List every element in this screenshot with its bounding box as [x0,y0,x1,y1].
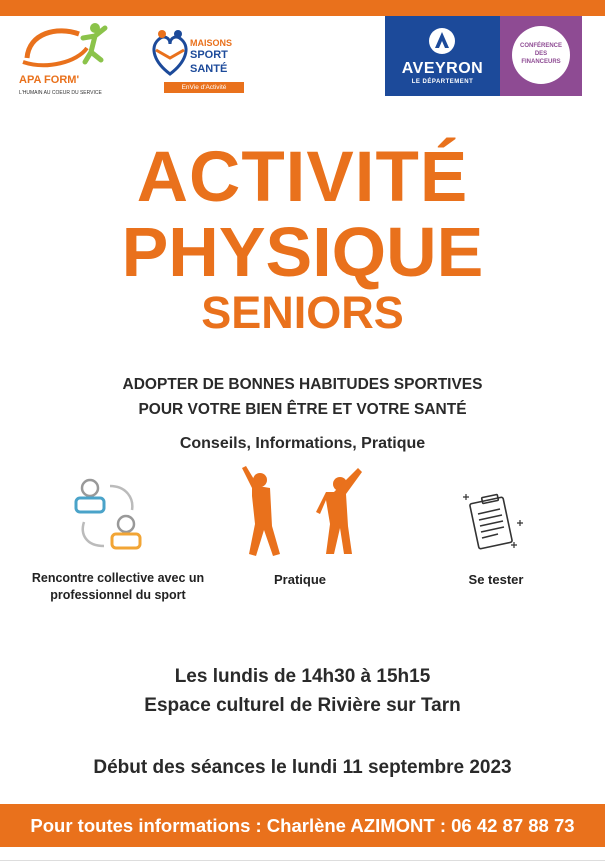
des-label: DES [534,51,548,57]
aveyron-logo [385,16,500,96]
intro-line-1: ADOPTER DE BONNES HABITUDES SPORTIVES [122,376,483,393]
maisons-label: MAISONS [190,38,233,48]
schedule-start: Début des séances le lundi 11 septembre 2023 [93,757,512,778]
aveyron-name: AVEYRON [401,60,484,77]
heart-figures-icon [148,24,192,84]
envie-activite-band: EnVie d'Activité [164,82,244,93]
apa-form-logo [17,18,119,104]
schedule-where: Espace culturel de Rivière sur Tarn [144,695,461,716]
sante-label: SANTÉ [190,63,228,75]
title-line-2: PHYSIQUE [121,213,484,291]
feature-caption-se-tester: Se tester [468,572,524,587]
apa-form-name: APA FORM' [19,74,80,86]
feature-caption-rencontre-line-2: professionnel du sport [50,588,186,602]
financeurs-label: FINANCEURS [521,59,561,65]
top-orange-band [0,0,605,16]
contact-footer: Pour toutes informations : Charlène AZIMONT : 06 42 87 88 73 [0,804,605,847]
feature-caption-rencontre-line-1: Rencontre collective avec un [31,571,205,585]
stretching-figures-icon [240,466,370,558]
maisons-sport-sante-logo [146,18,250,96]
schedule-when: Les lundis de 14h30 à 15h15 [174,666,431,687]
intro-line-3: Conseils, Informations, Pratique [179,435,426,452]
feature-caption-pratique: Pratique [273,572,326,587]
title-line-1: ACTIVITÉ [136,138,469,217]
people-meeting-icon [70,476,150,556]
bottom-divider [0,860,605,861]
conference-label: CONFÉRENCE [519,43,562,49]
aveyron-sub: LE DÉPARTEMENT [411,79,474,85]
clipboard-test-icon [462,492,528,556]
feature-caption-rencontre [28,570,208,604]
sport-label: SPORT [190,49,228,61]
intro-line-2: POUR VOTRE BIEN ÊTRE ET VOTRE SANTÉ [138,401,467,418]
apa-form-tagline: L'HUMAIN AU COEUR DU SERVICE [19,90,102,96]
title-line-3: SENIORS [201,287,404,338]
apa-form-swoosh-icon [17,18,119,74]
financeurs-circle [512,26,570,84]
conference-financeurs-logo [500,16,582,96]
aveyron-emblem-icon [427,26,457,56]
